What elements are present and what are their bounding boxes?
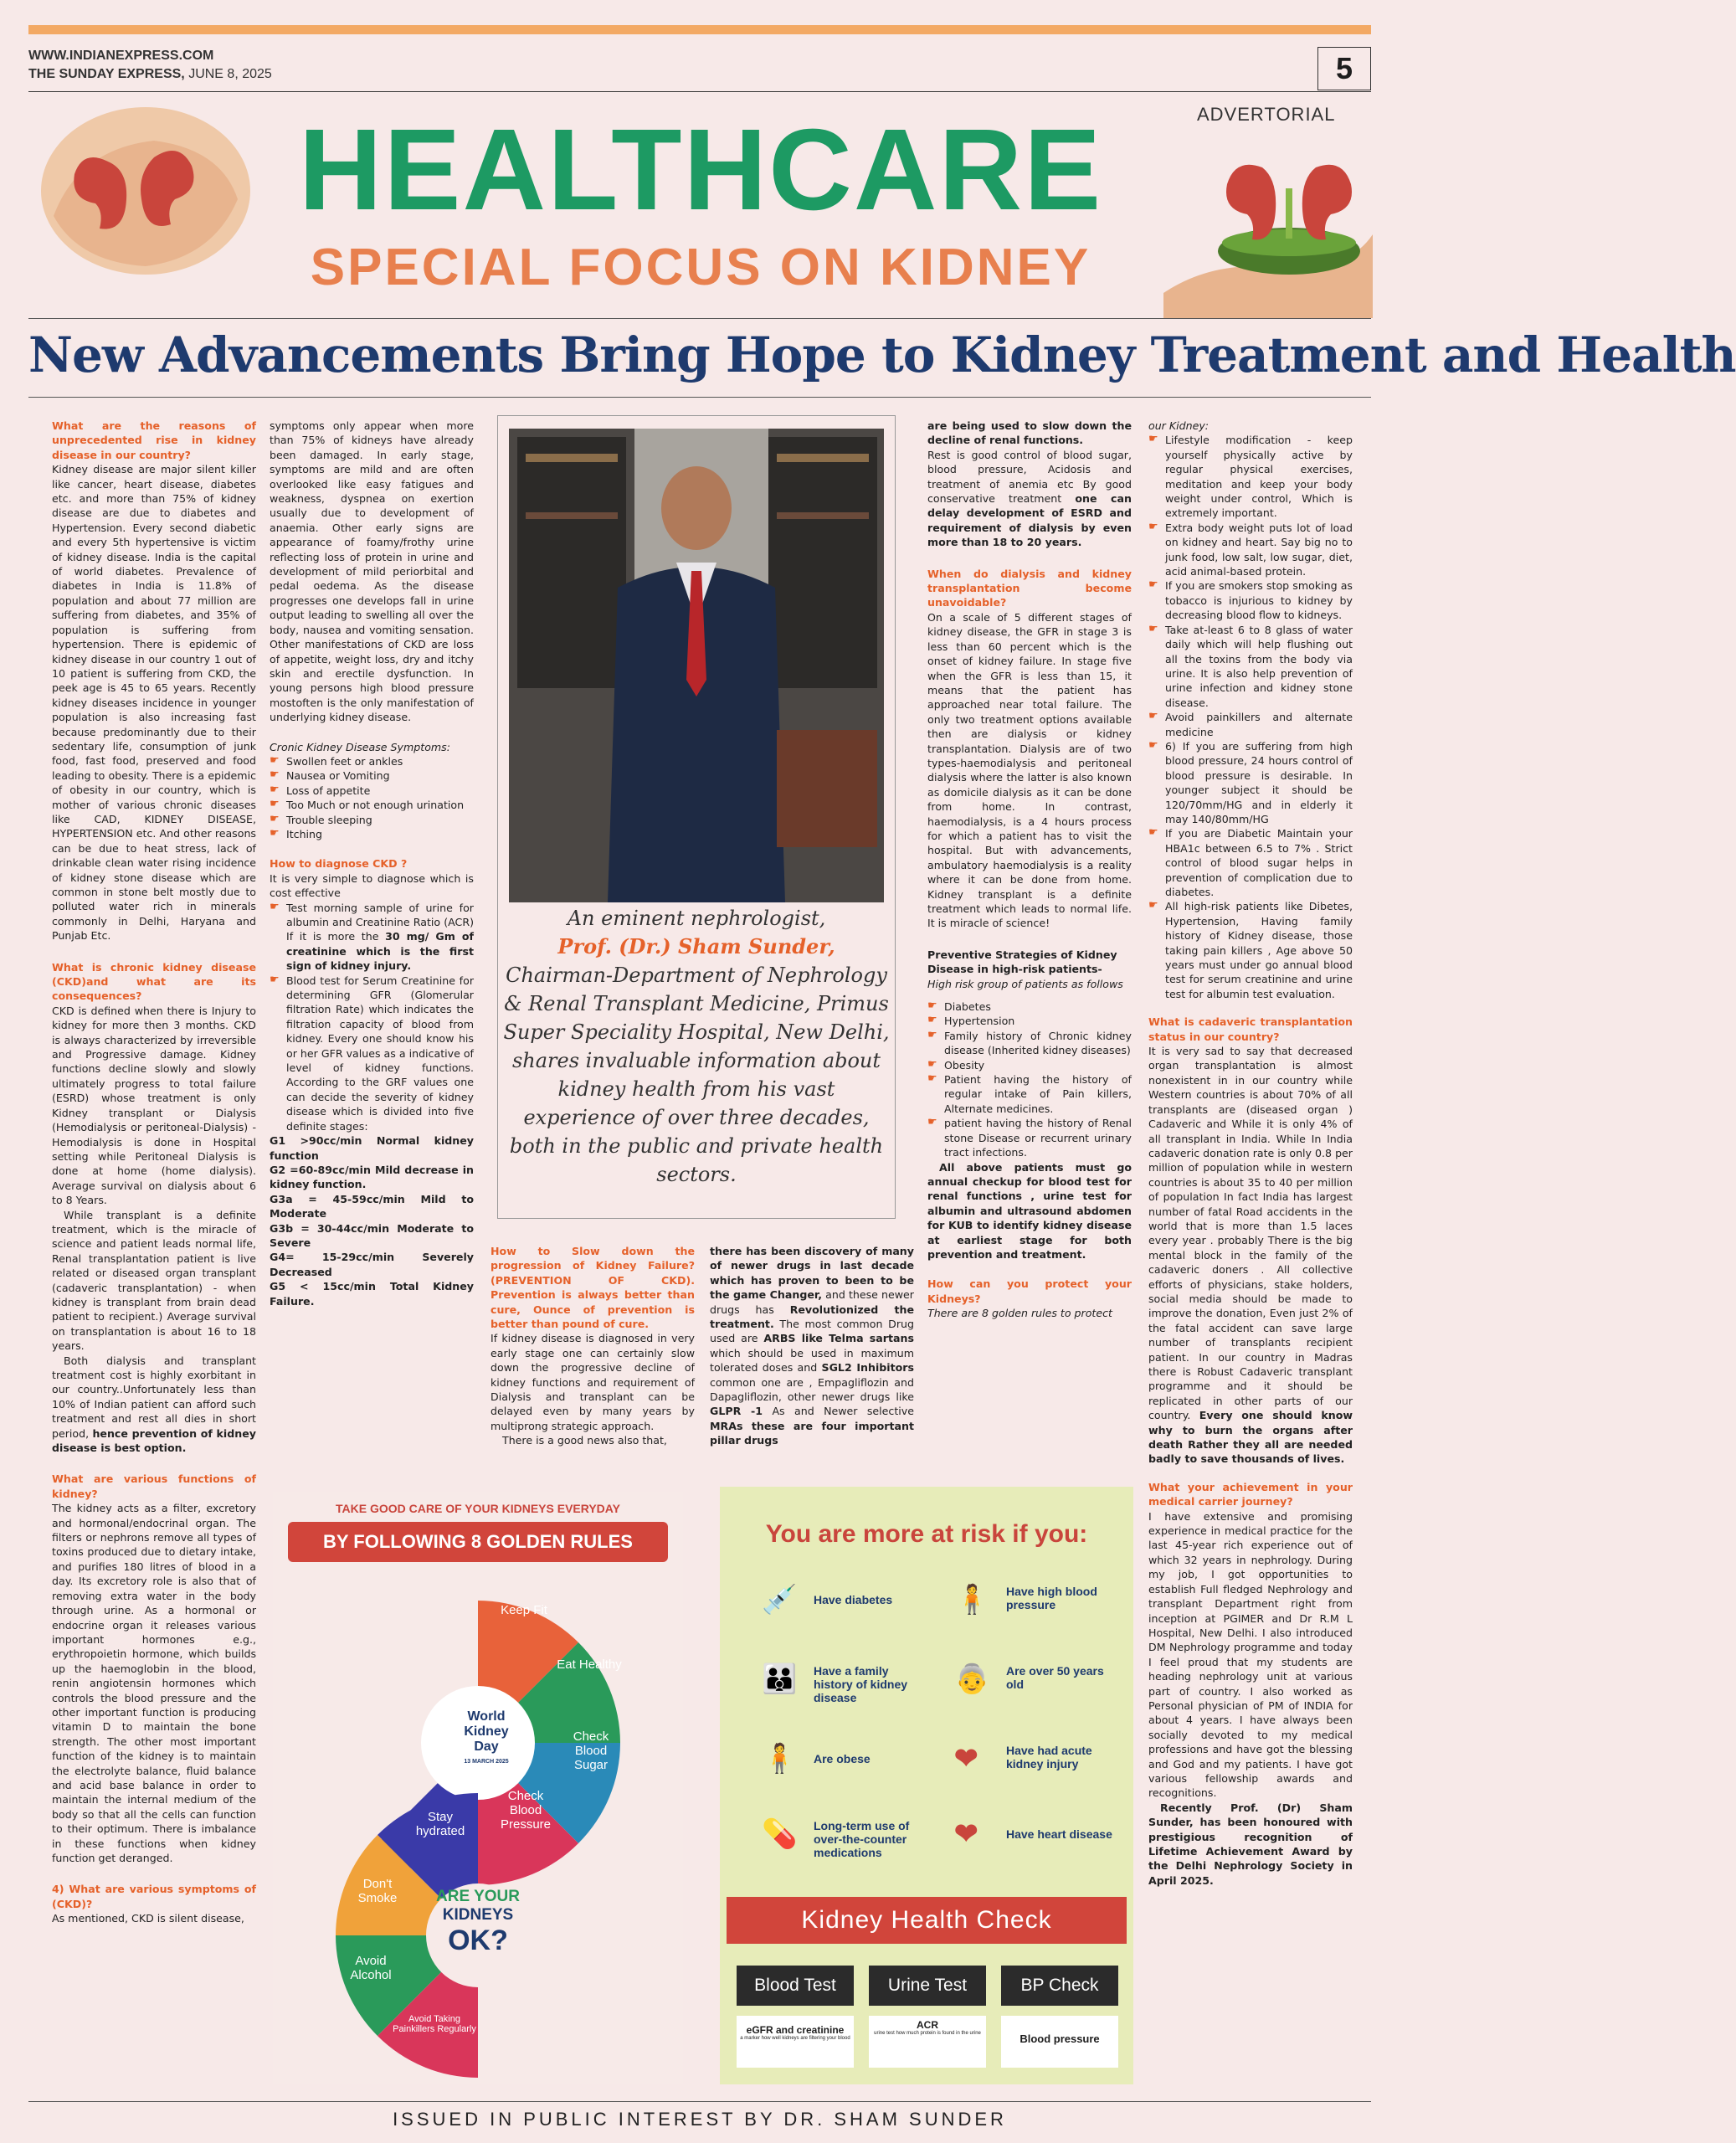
answer-text: symptoms only appear when more than 75% of kidneys have already been damaged. In early stage, symptoms are mild and are often overlooked like easy fatigues and weakness, dyspnea on exertion usually due to development of anaemia. Other early signs are appearance of foamy/frothy urine reflecting loss of protein in urine and development of mild periorbital and pedal oedema. As the disease progresses one develops fall in urine output leading to swelling all over the body, nausea and vomiting sensation. Other manifestations of CKD are loss of appetite, weight loss, dry and itchy skin and erectile dysfunction. In young persons high blood pressure mostoften is the only manifestation of underlying kidney disease. bbox=[270, 419, 474, 724]
list-item: ☛ Trouble sleeping bbox=[270, 813, 474, 827]
page-number: 5 bbox=[1317, 47, 1371, 90]
list-item: ☛ Lifestyle modification - keep yourself physically active by regular physical exercises, meditation and keep your body weight under control, Which is extremely important. bbox=[1148, 433, 1353, 520]
kidney-health-check-banner: Kidney Health Check bbox=[727, 1897, 1127, 1944]
list-item: ☛ 6) If you are suffering from high blood pressure, 24 hours control of blood pressure is desirable. In younger subject it should be 120/70mm/HG and in elderly it may 140/80mm/HG bbox=[1148, 739, 1353, 826]
stage-item: G4= 15-29cc/min Severely Decreased bbox=[270, 1251, 474, 1278]
risk-item: ❤ Have had acute kidney injury bbox=[954, 1743, 1092, 1775]
wheel-segment: Eat Healthy bbox=[557, 1657, 622, 1672]
list-item: ☛ Nausea or Vomiting bbox=[270, 768, 474, 783]
bp-cuff-icon: 🧍 bbox=[954, 1584, 990, 1616]
headline: New Advancements Bring Hope to Kidney Treatment and Health bbox=[28, 326, 1736, 383]
family-icon: 👪 bbox=[762, 1663, 798, 1695]
advertorial-label: ADVERTORIAL bbox=[1197, 104, 1336, 125]
list-item: ☛ Too Much or not enough urination bbox=[270, 798, 474, 812]
test-label: Blood Test bbox=[737, 1966, 854, 2006]
wheel-segment: Keep Fit bbox=[501, 1603, 547, 1617]
stage-item: G3a = 45-59cc/min Mild to Moderate bbox=[270, 1192, 474, 1221]
rules-intro: our Kidney: bbox=[1148, 419, 1210, 432]
question-heading: What is chronic kidney disease (CKD)and what are its consequences? bbox=[52, 960, 256, 1003]
section-heading: Disease in high-risk patients- bbox=[927, 963, 1102, 976]
answer-text: Recently Prof. (Dr) Sham Sunder, has been honoured with prestigious recognition of Lifetime Achievement Award by the Delhi Nephrology Society in April 2025. bbox=[1148, 1801, 1353, 1887]
column-3b bbox=[710, 1244, 914, 1448]
answer-text: While transplant is a definite treatment, which is the miracle of science and patient leads normal life, Renal transplantation patient is live related or diseased organ transplant (cadaveric transplantation) - when kidney is transplant from brain dead patient to recipient.) Average survival on transplantation is about 16 to 18 years. bbox=[52, 1208, 256, 1353]
risk-item: 💉 Have diabetes bbox=[762, 1584, 893, 1616]
answer-text: It is very sad to say that decreased organ transplantation is almost nonexistent in in our country while Western countries is about 70% of all transplants are (diseased organ ) Cadaveric and While it is only 4% of all transplant in India. While In India cadaveric donation rate is only 0.8 per million of population while in western countries is about 35 to 40 per million of population In fact India has largest number of fatal Road accidents in the world that is more than 1.5 laces every year . probably There is the big mental block in the family of the cadaveric doners . All collective efforts of physicians, stake holders, social media should be made to improve the donation, Even just 2% of the fatal accident can save large number of transplants recipient patient. In our country in Madras there is Robust Cadaveric transplant programme and it should be replicated in other parts of our country. Every one should know why to burn the organs after death Rather they all are needed badly to save thousands of lives. bbox=[1148, 1045, 1353, 1466]
question-heading: When do dialysis and kidney transplantation become unavoidable? bbox=[927, 567, 1132, 609]
answer-text: Both dialysis and transplant treatment cost is highly exorbitant in our country..Unfortunately less than 10% of Indian patient can afford such treatment and rest all dies in short period, hence prevention of kidney disease is best option. bbox=[52, 1354, 256, 1455]
list-item: ☛ patient having the history of Renal stone Disease or recurrent urinary tract infections. bbox=[927, 1116, 1132, 1159]
answer-text: CKD is defined when there is Injury to kidney for more then 3 months. CKD is always characterized by irreversible and Progressive damage. Kidney functions decline slowly and slowly ultimately progress to total failure (ESRD) whose treatment is only Kidney transplant or Dialysis (Hemodialysis or peritoneal-Dialysis) -Hemodialysis is done in Hospital setting while Peritoneal Dialysis is done at home (home dialysis). Average survival on dialysis about 6 to 8 Years. bbox=[52, 1004, 256, 1207]
section-note: High risk group of patients as follows bbox=[927, 977, 1123, 990]
risk-infographic bbox=[720, 1487, 1133, 2084]
stage-item: G3b = 30-44cc/min Moderate to Severe bbox=[270, 1221, 474, 1249]
wheel-segment: Avoid Taking Painkillers Regularly bbox=[393, 2014, 476, 2034]
risk-item: 💊 Long-term use of over-the-counter medications bbox=[762, 1818, 910, 1859]
symptoms-title: Cronic Kidney Disease Symptoms: bbox=[270, 740, 450, 753]
list-item: ☛ If you are Diabetic Maintain your HBA1c between 6.5 to 7% . Strict control of blood sugar helps in prevention of complication due to diabetes. bbox=[1148, 826, 1353, 899]
rules-list bbox=[1148, 433, 1353, 1001]
tests-list bbox=[270, 901, 474, 1134]
syringe-icon: 💉 bbox=[762, 1584, 798, 1616]
footer-credit: ISSUED IN PUBLIC INTEREST BY DR. SHAM SUNDER bbox=[28, 2101, 1371, 2130]
answer-text: There is a good news also that, bbox=[502, 1434, 667, 1447]
test-description: Blood pressure bbox=[1001, 2016, 1118, 2068]
caption-line: An eminent nephrologist, bbox=[567, 907, 826, 930]
list-item: ☛ Itching bbox=[270, 827, 474, 841]
risk-item: 👪 Have a family history of kidney disease bbox=[762, 1663, 908, 1704]
list-item: ☛ Extra body weight puts lot of load on kidney and heart. Say big no to junk food, low salt, low sugar, diet, acid animal-based protein. bbox=[1148, 521, 1353, 579]
answer-text: The kidney acts as a filter, excretory and hormonal/endocrinal organ. The filters or nephrons remove all types of toxins produced due to dietary intake, and purifies 180 litres of blood in a day. Its excretory role is also that of removing extra water in the body through urine. As a hormonal or endocrine organ it releases various important hormones e.g., erythropoietin hormone, which builds up the haemoglobin in the blood, renin angiotensin hormones which controls the blood pressure and the other important function is producing vitamin D to maintain the bone strength. The other most important function of the kidney is to maintain the electrolyte balance, fluid balance and acid base balance in order to maintain the internal medium of the body so that all the cells can function to their optimum. There is imbalance in these functions when kidney function get deranged. bbox=[52, 1502, 256, 1864]
list-item: ☛ Diabetes bbox=[927, 1000, 1132, 1014]
are-your-kidneys-text: ARE YOUR KIDNEYS OK? bbox=[436, 1888, 520, 1956]
list-item: ☛ Obesity bbox=[927, 1058, 1132, 1072]
list-item: ☛ Blood test for Serum Creatinine for determining GFR (Glomerular filtration Rate) which indicates the filtration capacity of blood from kidney. Every one should know his or her GFR values as a indicative of level of kidney functions. According to the GRF values one can decide the severity of kidney disease which is divided into five definite stages: bbox=[270, 974, 474, 1133]
answer-text: Kidney disease are major silent killer like cancer, heart disease, diabetes etc. and more than 75% of kidney disease are due to diabetes and Hypertension. Every second diabetic and every 5th hypertensive is victim of kidney disease. India is the capital of world diabetes. Prevalence of diabetes in India is 11.8% of population and about 77 million are suffering from diabetes, and 35% of population is suffering from hypertension. There is epidemic of kidney disease in our country 1 out of 10 patient is suffering from CKD, the peek age is 45 to 65 years. Recently kidney diseases incidence in younger population is also increasing fast because predominantly due to their sedentary life, consumption of junk food, fast food, preserved and food leading to obesity. There is a epidemic of obesity in our country, which is mother of various chronic diseases like CAD, KIDNEY DISEASE, HYPERTENSION etc. And other reasons can be due to heat stress, lack of drinkable clean water rising incidence of kidney stone disease which are common in stone belt mostly due to polluted water rich in minerals commonly in Delhi, Haryana and Punjab Etc. bbox=[52, 463, 256, 943]
list-item: ☛ Take at-least 6 to 8 glass of water daily which will help flushing out all the toxins from the body via urine. It is also help prevention of urine infection and kidney stone disease. bbox=[1148, 623, 1353, 710]
risk-item: ❤ Have heart disease bbox=[954, 1818, 1112, 1850]
graphic-ribbon: BY FOLLOWING 8 GOLDEN RULES bbox=[288, 1522, 668, 1562]
column-5 bbox=[1148, 419, 1353, 1888]
list-item: ☛ Loss of appetite bbox=[270, 784, 474, 798]
answer-text: are being used to slow down the decline of renal functions. bbox=[927, 419, 1132, 447]
elderly-icon: 👵 bbox=[954, 1663, 990, 1695]
stage-item: G1 >90cc/min Normal kidney function bbox=[270, 1134, 474, 1162]
question-heading: How can you protect your Kidneys? bbox=[927, 1277, 1132, 1305]
answer-text: It is very simple to diagnose which is cost effective bbox=[270, 871, 474, 900]
masthead bbox=[28, 47, 1371, 92]
stage-item: G5 < 15cc/min Total Kidney Failure. bbox=[270, 1280, 474, 1308]
top-color-bar bbox=[28, 25, 1371, 34]
risk-item: 👵 Are over 50 years old bbox=[954, 1663, 1104, 1695]
wheel-segment: Stay hydrated bbox=[415, 1810, 465, 1838]
section-heading: Preventive Strategies of Kidney bbox=[927, 948, 1117, 961]
world-kidney-day-logo: World Kidney Day 13 MARCH 2025 bbox=[464, 1709, 509, 1765]
question-heading: What your achievement in your medical carrier journey? bbox=[1148, 1480, 1353, 1508]
answer-text: If kidney disease is diagnosed in very early stage one can certainly slow down the progressive decline of kidney functions and requirement of Dialysis and transplant can be delayed even by many years by multiprong strategic approach. bbox=[490, 1332, 695, 1432]
graphic-title: TAKE GOOD CARE OF YOUR KIDNEYS EVERYDAY bbox=[336, 1502, 620, 1515]
test-label: BP Check bbox=[1001, 1966, 1118, 2006]
wheel-segment: Avoid Alcohol bbox=[350, 1954, 392, 1982]
list-item: ☛ Family history of Chronic kidney disease (Inherited kidney diseases) bbox=[927, 1029, 1132, 1058]
question-heading: What are various functions of kidney? bbox=[52, 1472, 256, 1500]
question-heading: How to Slow down the progression of Kidney Failure? (PREVENTION OF CKD). Prevention is always better than cure, Ounce of prevention is better than pound of cure. bbox=[490, 1245, 695, 1331]
answer-text: I have extensive and promising experience in medical practice for the last 45-year rich experience out of which 32 years in nephrology. During my job, I got opportunities to establish Full fledged Nephrology and transplant Department right from inception at PGIMER and Dr R.M L Hospital, New Delhi. I also introduced DM Nephrology programme and today I feel proud that my students are heading nephrology unit at various part of country. I also worked as Personal physician of PM of INDIA for about 4 years. I have always been socially devoted to my medical professions and have got the blessing and God and my patients. I have got various fellowship awards and recognitions. bbox=[1148, 1509, 1353, 1800]
question-heading: What are the reasons of unprecedented rise in kidney disease in our country? bbox=[52, 419, 256, 461]
wheel-segment: Check Blood Sugar bbox=[573, 1729, 609, 1772]
divider bbox=[28, 397, 1371, 398]
stage-item: G2 =60-89cc/min Mild decrease in kidney function. bbox=[270, 1163, 474, 1191]
pills-icon: 💊 bbox=[762, 1818, 798, 1850]
column-2 bbox=[270, 419, 474, 1308]
banner-subtitle: SPECIAL FOCUS ON KIDNEY bbox=[310, 239, 1091, 296]
edition-date: THE SUNDAY EXPRESS, JUNE 8, 2025 bbox=[28, 67, 272, 81]
caption-body: Chairman-Department of Nephrology & Renal Transplant Medicine, Primus Super Speciality Hospital, New Delhi, shares invaluable information about kidney health from his vast experience of over three decades, both in the public and private health sectors. bbox=[503, 964, 890, 1186]
list-item: ☛ Test morning sample of urine for albumin and Creatinine Ratio (ACR) If it is more the 30 mg/ Gm of creatinine which is the first sign of kidney injury. bbox=[270, 901, 474, 974]
question-heading: How to diagnose CKD ? bbox=[270, 857, 408, 871]
column-2b bbox=[490, 1244, 695, 1448]
answer-text: Rest is good control of blood sugar, blood pressure, Acidosis and treatment of anemia etc By good conservative treatment one can delay development of ESRD and requirement of dialysis by even more than 18 to 20 years. bbox=[927, 448, 1132, 549]
question-heading: 4) What are various symptoms of (CKD)? bbox=[52, 1883, 256, 1910]
answer-text: All above patients must go annual checkup for blood test for renal functions , urine test for albumin and ultrasound abdomen for KUB to identify kidney disease at earliest stage for both prevention and treatment. bbox=[927, 1160, 1132, 1261]
list-item: ☛ All high-risk patients like Dibetes, Hypertension, Having family history of Kidney disease, those taking pain killers , Age above 50 years must under go annual blood test for serum creatinine and urine test for albumin test evaluation. bbox=[1148, 899, 1353, 1001]
column-1 bbox=[52, 419, 256, 1926]
obese-icon: 🧍 bbox=[762, 1743, 798, 1775]
symptoms-list bbox=[270, 754, 474, 841]
kidney-icon: ❤ bbox=[954, 1743, 978, 1775]
divider bbox=[28, 318, 1371, 319]
test-label: Urine Test bbox=[869, 1966, 986, 2006]
list-item: ☛ Swollen feet or ankles bbox=[270, 754, 474, 768]
risk-title: You are more at risk if you: bbox=[765, 1520, 1088, 1548]
photo-caption bbox=[499, 904, 894, 1189]
risk-list bbox=[927, 1000, 1132, 1159]
question-heading: What is cadaveric transplantation status in our country? bbox=[1148, 1015, 1353, 1043]
wheel-segment: Don't Smoke bbox=[357, 1877, 398, 1905]
list-item: ☛ Hypertension bbox=[927, 1014, 1132, 1028]
doctor-name: Prof. (Dr.) Sham Sunder, bbox=[557, 934, 835, 958]
test-description: eGFR and creatinine a marker how well kidneys are filtering your blood bbox=[737, 2016, 854, 2068]
wheel-segment: Check Blood Pressure bbox=[500, 1789, 552, 1832]
risk-item: 🧍 Are obese bbox=[762, 1743, 871, 1775]
list-item: ☛ If you are smokers stop smoking as tobacco is injurious to kidney by decreasing blood flow to kidneys. bbox=[1148, 578, 1353, 622]
golden-rules-graphic bbox=[273, 1492, 683, 2084]
answer-text: On a scale of 5 different stages of kidney disease, the GFR in stage 3 is less than 60 percent which is the onset of kidney failure. In stage five when the GFR is less than 15, it means that the patient has approached near total failure. The only two treatment options available then are dialysis or kidney transplantation. Dialysis are of two types-haemodialysis and peritoneal dialysis where the latter is also known as domicile dialysis as it can be done from home. In contrast, haemodialysis, is a 4 hours process for which a patient has to visit the hospital. But with advancements, ambulatory haemodialysis is a reality where it can be done from home. Kidney transplant is a definite treatment which leads to normal life. It is miracle of science! bbox=[927, 610, 1132, 930]
test-description: ACR urine test how much protein is found in the urine bbox=[869, 2016, 986, 2068]
answer-text: As mentioned, CKD is silent disease, bbox=[52, 1912, 244, 1925]
site-url: WWW.INDIANEXPRESS.COM bbox=[28, 49, 214, 63]
list-item: ☛ Avoid painkillers and alternate medicine bbox=[1148, 710, 1353, 739]
column-4 bbox=[927, 419, 1132, 1321]
risk-item: 🧍 Have high blood pressure bbox=[954, 1584, 1097, 1616]
list-item: ☛ Patient having the history of regular intake of Pain killers, Alternate medicines. bbox=[927, 1072, 1132, 1116]
doctor-photo bbox=[509, 429, 884, 902]
answer-text: there has been discovery of many of newer drugs in last decade which has proven to been to be the game Changer, and these newer drugs has Revolutionized the treatment. The most common Drug used are ARBS like Telma sartans which should be used in maximum tolerated doses and SGL2 Inhibitors common one are , Empagliflozin and Dapagliflozin, other newer drugs like GLPR -1 As and Newer selective MRAs these are four important pillar drugs bbox=[710, 1245, 914, 1447]
answer-text: There are 8 golden rules to protect bbox=[927, 1307, 1112, 1320]
banner-title: HEALTHCARE bbox=[298, 105, 1103, 234]
heart-icon: ❤ bbox=[954, 1818, 978, 1850]
